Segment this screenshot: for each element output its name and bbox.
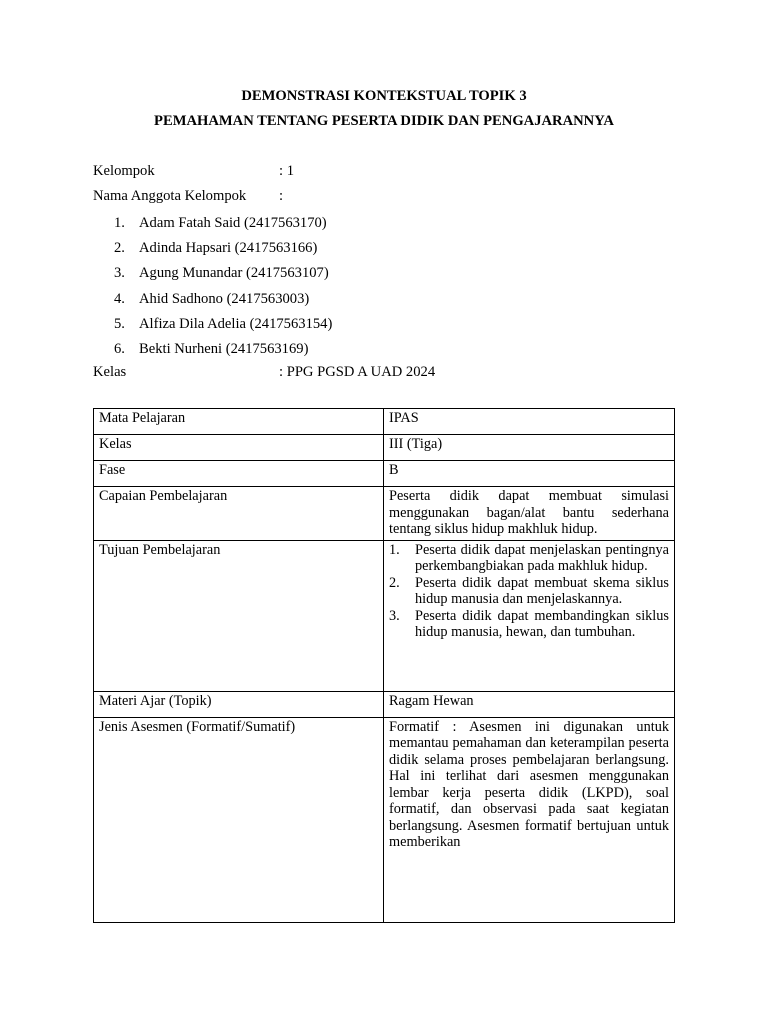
member-name: Adam Fatah Said (2417563170)	[139, 215, 327, 231]
member-number: 5.	[114, 315, 125, 332]
list-item	[389, 542, 669, 575]
table-row	[94, 461, 675, 487]
row-label: Mata Pelajaran	[94, 409, 384, 435]
member-item	[114, 238, 332, 263]
row-value: IPAS	[384, 409, 675, 435]
class-label: Kelas	[93, 364, 127, 380]
objective-text: Peserta didik dapat menjelaskan pentingnya perkembangbiakan pada makhluk hidup.	[415, 541, 669, 574]
member-name: Agung Munandar (2417563107)	[139, 265, 329, 282]
list-item	[389, 575, 669, 608]
row-label: Capaian Pembelajaran	[94, 487, 384, 541]
table-row	[94, 409, 675, 435]
member-item	[114, 339, 332, 364]
members-row	[93, 188, 693, 208]
member-item	[114, 263, 332, 288]
table-row	[94, 540, 675, 691]
member-name: Ahid Sadhono (2417563003)	[139, 290, 310, 307]
document-subtitle: PEMAHAMAN TENTANG PESERTA DIDIK DAN PENGAJARANNYA	[154, 113, 614, 129]
group-value: : 1	[279, 163, 294, 179]
row-label: Materi Ajar (Topik)	[94, 691, 384, 717]
member-item	[114, 213, 332, 238]
member-name: Adinda Hapsari (2417563166)	[139, 240, 318, 257]
group-label: Kelompok	[93, 163, 155, 179]
objective-number: 2.	[389, 574, 400, 591]
table-row	[94, 487, 675, 541]
class-row	[93, 364, 693, 384]
table-row	[94, 717, 675, 922]
objective-number: 1.	[389, 541, 400, 558]
row-label: Tujuan Pembelajaran	[94, 540, 384, 691]
row-value: B	[384, 461, 675, 487]
group-row	[93, 163, 693, 183]
lesson-info-table	[93, 408, 675, 923]
objective-list	[389, 542, 669, 641]
row-value: Ragam Hewan	[384, 691, 675, 717]
members-label: Nama Anggota Kelompok	[93, 188, 247, 204]
member-number: 2.	[114, 240, 125, 257]
row-value: III (Tiga)	[384, 435, 675, 461]
objectives-cell	[384, 540, 675, 691]
member-name: Alfiza Dila Adelia (2417563154)	[139, 315, 333, 332]
member-item	[114, 289, 332, 314]
row-label: Kelas	[94, 435, 384, 461]
row-value: Formatif : Asesmen ini digunakan untuk memantau pemahaman dan keterampilan peserta didik selama proses pembelajaran berlangsung. Hal ini terlihat dari asesmen menggunakan lembar kerja peserta didik (LKPD), soal formatif, dan observasi pada saat kegiatan berlangsung. Asesmen formatif bertujuan untuk memberikan	[384, 717, 675, 922]
member-number: 4.	[114, 290, 125, 307]
table-row	[94, 691, 675, 717]
objective-text: Peserta didik dapat membuat skema siklus hidup manusia dan menjelaskannya.	[415, 574, 669, 607]
row-label: Jenis Asesmen (Formatif/Sumatif)	[94, 717, 384, 922]
objective-text: Peserta didik dapat membandingkan siklus hidup manusia, hewan, dan tumbuhan.	[415, 607, 669, 640]
member-number: 1.	[114, 215, 125, 231]
objective-number: 3.	[389, 607, 400, 624]
document-title: DEMONSTRASI KONTEKSTUAL TOPIK 3	[241, 88, 527, 104]
member-number: 3.	[114, 265, 125, 282]
table-row	[94, 435, 675, 461]
member-item	[114, 314, 332, 339]
list-item	[389, 608, 669, 641]
member-name: Bekti Nurheni (2417563169)	[139, 340, 309, 357]
member-number: 6.	[114, 340, 125, 357]
members-separator: :	[279, 188, 284, 204]
row-value: Peserta didik dapat membuat simulasi menggunakan bagan/alat bantu sederhana tentang siklus hidup makhluk hidup.	[384, 487, 675, 541]
row-label: Fase	[94, 461, 384, 487]
member-list	[114, 213, 332, 364]
class-value: : PPG PGSD A UAD 2024	[279, 364, 436, 380]
